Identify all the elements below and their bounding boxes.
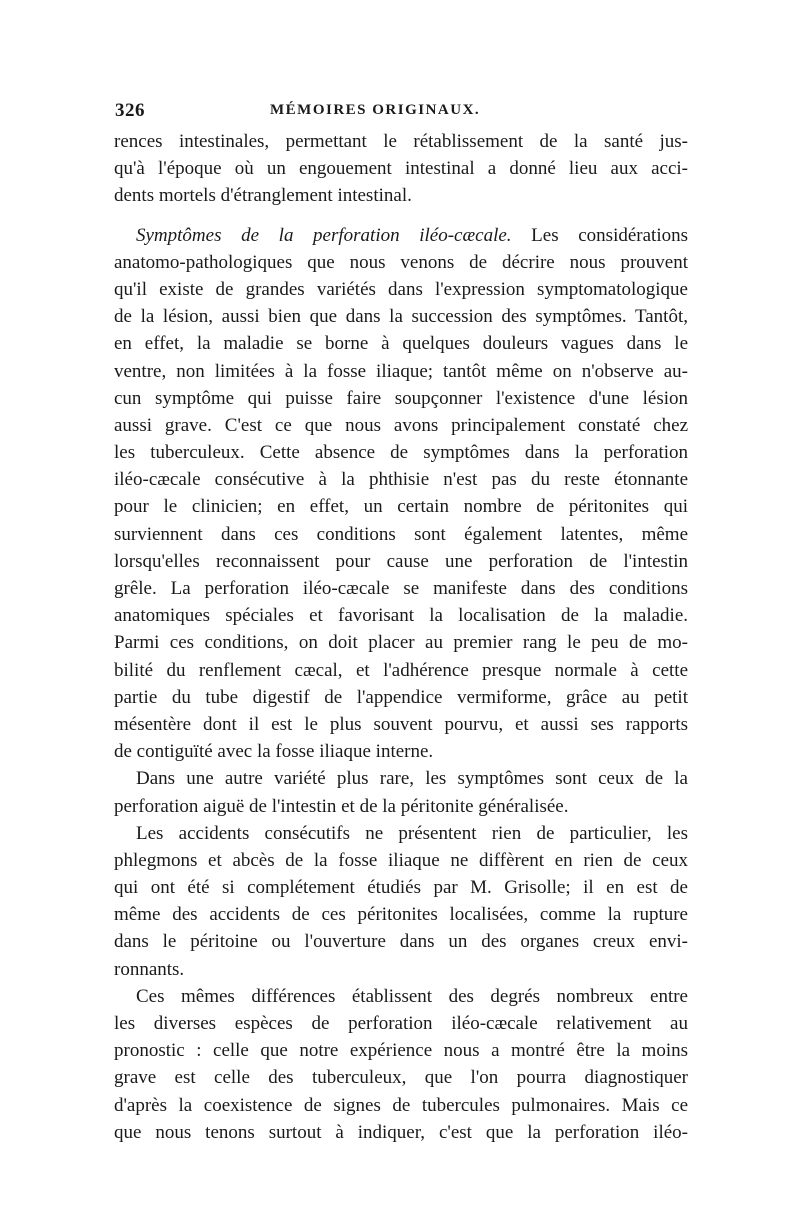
text-line: d'après la coexistence de signes de tubercules pulmonaires. Mais ce bbox=[114, 1094, 688, 1116]
text-line: Ces mêmes différences établissent des degrés nombreux entre bbox=[136, 985, 688, 1007]
text-line: iléo-cæcale consécutive à la phthisie n'est pas du reste étonnante bbox=[114, 469, 688, 491]
text-line: dans le péritoine ou l'ouverture dans un des organes creux envi- bbox=[114, 931, 688, 953]
section-heading: Symptômes de la perforation iléo-cæcale. bbox=[136, 224, 512, 246]
text-line: grêle. La perforation iléo-cæcale se manifeste dans des conditions bbox=[114, 578, 688, 599]
running-title: MÉMOIRES ORIGINAUX. bbox=[270, 102, 481, 118]
text-line: en effet, la maladie se borne à quelques douleurs vagues dans le bbox=[114, 333, 688, 355]
text-line: rences intestinales, permettant le rétablissement de la santé jus- bbox=[114, 131, 688, 152]
text-line: cun symptôme qui puisse faire soupçonner l'existence d'une lésion bbox=[114, 387, 688, 409]
running-head bbox=[115, 100, 685, 124]
paragraph bbox=[114, 128, 688, 210]
paragraph bbox=[114, 820, 688, 983]
text-line: bilité du renflement cæcal, et l'adhérence presque normale à cette bbox=[114, 659, 688, 681]
text-line: qu'il existe de grandes variétés dans l'expression symptomatologique bbox=[114, 278, 688, 300]
page-number: 326 bbox=[115, 100, 145, 121]
text-line: que nous tenons surtout à indiquer, c'est que la perforation iléo- bbox=[114, 1121, 688, 1143]
text-line: qui ont été si complétement étudiés par M. Grisolle; il en est de bbox=[114, 877, 688, 899]
text-line: partie du tube digestif de l'appendice vermiforme, grâce au petit bbox=[114, 686, 688, 708]
paragraph bbox=[114, 222, 688, 766]
text-line: ronnants. bbox=[114, 958, 185, 980]
text-line: même des accidents de ces péritonites localisées, comme la rupture bbox=[114, 904, 688, 926]
body-text bbox=[114, 128, 688, 1146]
text-fragment: Les considérations bbox=[511, 224, 688, 246]
text-line: Parmi ces conditions, on doit placer au premier rang le peu de mo- bbox=[114, 632, 688, 654]
text-line: phlegmons et abcès de la fosse iliaque ne diffèrent en rien de ceux bbox=[114, 849, 688, 871]
text-line: grave est celle des tuberculeux, que l'on pourra diagnostiquer bbox=[114, 1067, 688, 1089]
text-line: perforation aiguë de l'intestin et de la péritonite généralisée. bbox=[114, 795, 569, 817]
text-line: de la lésion, aussi bien que dans la succession des symptômes. Tantôt, bbox=[114, 306, 688, 328]
text-line: Dans une autre variété plus rare, les symptômes sont ceux de la bbox=[136, 768, 688, 790]
paragraph bbox=[114, 983, 688, 1146]
text-line: aussi grave. C'est ce que nous avons principalement constaté chez bbox=[114, 414, 688, 436]
text-line: surviennent dans ces conditions sont également latentes, même bbox=[114, 523, 688, 545]
text-line bbox=[114, 222, 688, 249]
text-line: dents mortels d'étranglement intestinal. bbox=[114, 185, 412, 207]
text-line: ventre, non limitées à la fosse iliaque; tantôt même on n'observe au- bbox=[114, 360, 688, 382]
text-line: les tuberculeux. Cette absence de symptômes dans la perforation bbox=[114, 442, 688, 464]
text-line: pronostic : celle que notre expérience nous a montré être la moins bbox=[114, 1040, 688, 1062]
text-line: les diverses espèces de perforation iléo-cæcale relativement au bbox=[114, 1013, 688, 1034]
text-line: de contiguïté avec la fosse iliaque interne. bbox=[114, 741, 434, 763]
text-line: lorsqu'elles reconnaissent pour cause une perforation de l'intestin bbox=[114, 550, 688, 572]
text-line: mésentère dont il est le plus souvent pourvu, et aussi ses rapports bbox=[114, 713, 688, 735]
text-line: Les accidents consécutifs ne présentent rien de particulier, les bbox=[136, 822, 688, 844]
paragraph bbox=[114, 765, 688, 819]
text-line: anatomiques spéciales et favorisant la localisation de la maladie. bbox=[114, 605, 688, 627]
text-line: anatomo-pathologiques que nous venons de décrire nous prouvent bbox=[114, 251, 688, 273]
text-line: qu'à l'époque où un engouement intestinal a donné lieu aux acci- bbox=[114, 158, 688, 180]
text-line: pour le clinicien; en effet, un certain nombre de péritonites qui bbox=[114, 496, 688, 518]
